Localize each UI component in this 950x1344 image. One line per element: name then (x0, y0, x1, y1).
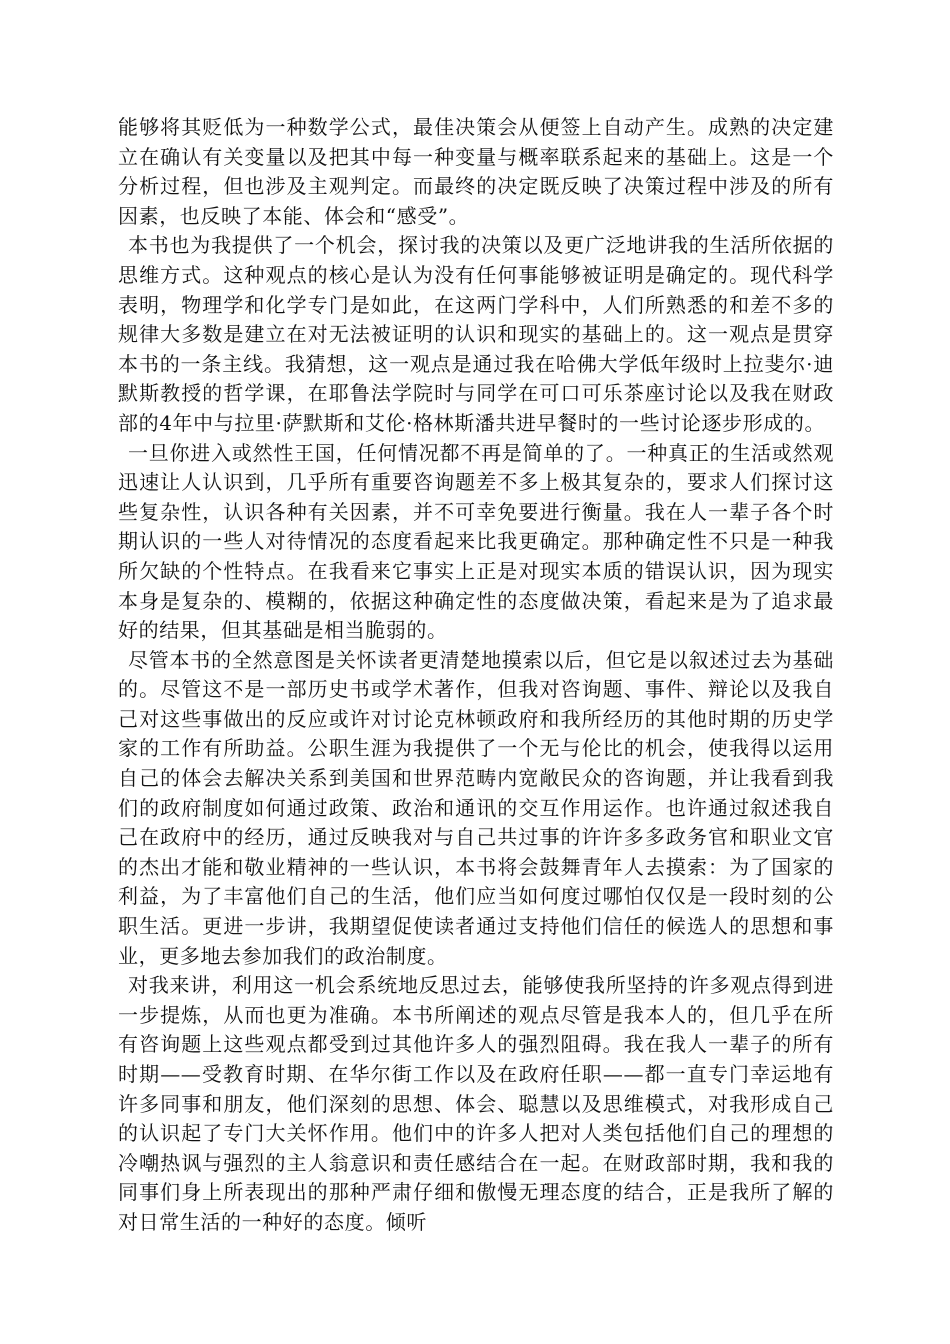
paragraph-4: 尽管本书的全然意图是关怀读者更清楚地摸索以后，但它是以叙述过去为基础的。尽管这不是一部历史书或学术著作，但我对咨询题、事件、辩论以及我自己对这些事做出的反应或许对讨论克林顿政府和我所经历的其他时期的历史学家的工作有所助益。公职生涯为我提供了一个无与伦比的机会，使我得以运用自己的体会去解决关系到美国和世界范畴内宽敞民众的咨询题，并让我看到我们的政府制度如何通过政策、政治和通讯的交互作用运作。也许通过叙述我自己在政府中的经历，通过反映我对与自己共过事的许许多多政务官和职业文官的杰出才能和敬业精神的一些认识，本书将会鼓舞青年人去摸索：为了国家的利益，为了丰富他们自己的生活，他们应当如何度过哪怕仅仅是一段时刻的公职生活。更进一步讲，我期望促使读者通过支持他们信任的候选人的思想和事业，更多地去参加我们的政治制度。 (118, 647, 834, 968)
paragraph-2: 本书也为我提供了一个机会，探讨我的决策以及更广泛地讲我的生活所依据的思维方式。这种观点的核心是认为没有任何事能够被证明是确定的。现代科学表明，物理学和化学专门是如此，在这两门学科中，人们所熟悉的和差不多的规律大多数是建立在对无法被证明的认识和现实的基础上的。这一观点是贯穿本书的一条主线。我猜想，这一观点是通过我在哈佛大学低年级时上拉斐尔·迪默斯教授的哲学课，在耶鲁法学院时与同学在可口可乐茶座讨论以及我在财政部的4年中与拉里·萨默斯和艾伦·格林斯潘共进早餐时的一些讨论逐步形成的。 (118, 233, 834, 435)
paragraph-3: 一旦你进入或然性王国，任何情况都不再是简单的了。一种真正的生活或然观迅速让人认识到，几乎所有重要咨询题差不多上极其复杂的，要求人们探讨这些复杂性，认识各种有关因素，并不可幸免要进行衡量。我在人一辈子各个时期认识的一些人对待情况的态度看起来比我更确定。那种确定性不只是一种我所欠缺的个性特点。在我看来它事实上正是对现实本质的错误认识，因为现实本身是复杂的、模糊的，依据这种确定性的态度做决策，看起来是为了追求最好的结果，但其基础是相当脆弱的。 (118, 440, 834, 643)
paragraph-5: 对我来讲，利用这一机会系统地反思过去，能够使我所坚持的许多观点得到进一步提炼，从而也更为准确。本书所阐述的观点尽管是我本人的，但几乎在所有咨询题上这些观点都受到过其他许多人的强烈阻碍。我在我人一辈子的所有时期——受教育时期、在华尔街工作以及在政府任职——都一直专门幸运地有许多同事和朋友，他们深刻的思想、体会、聪慧以及思维模式，对我形成自己的认识起了专门大关怀作用。他们中的许多人把对人类包括他们自己的理想的冷嘲热讽与强烈的主人翁意识和责任感结合在一起。在财政部时期，我和我的同事们身上所表现出的那种严肃仔细和傲慢无理态度的结合，正是我所了解的对日常生活的一种好的态度。倾听 (118, 973, 834, 1234)
paragraph-1: 能够将其贬低为一种数学公式，最佳决策会从便签上自动产生。成熟的决定建立在确认有关变量以及把其中每一种变量与概率联系起来的基础上。这是一个分析过程，但也涉及主观判定。而最终的决定既反映了决策过程中涉及的所有因素，也反映了本能、体会和“感受”。 (118, 115, 834, 228)
document-page (118, 113, 834, 1238)
